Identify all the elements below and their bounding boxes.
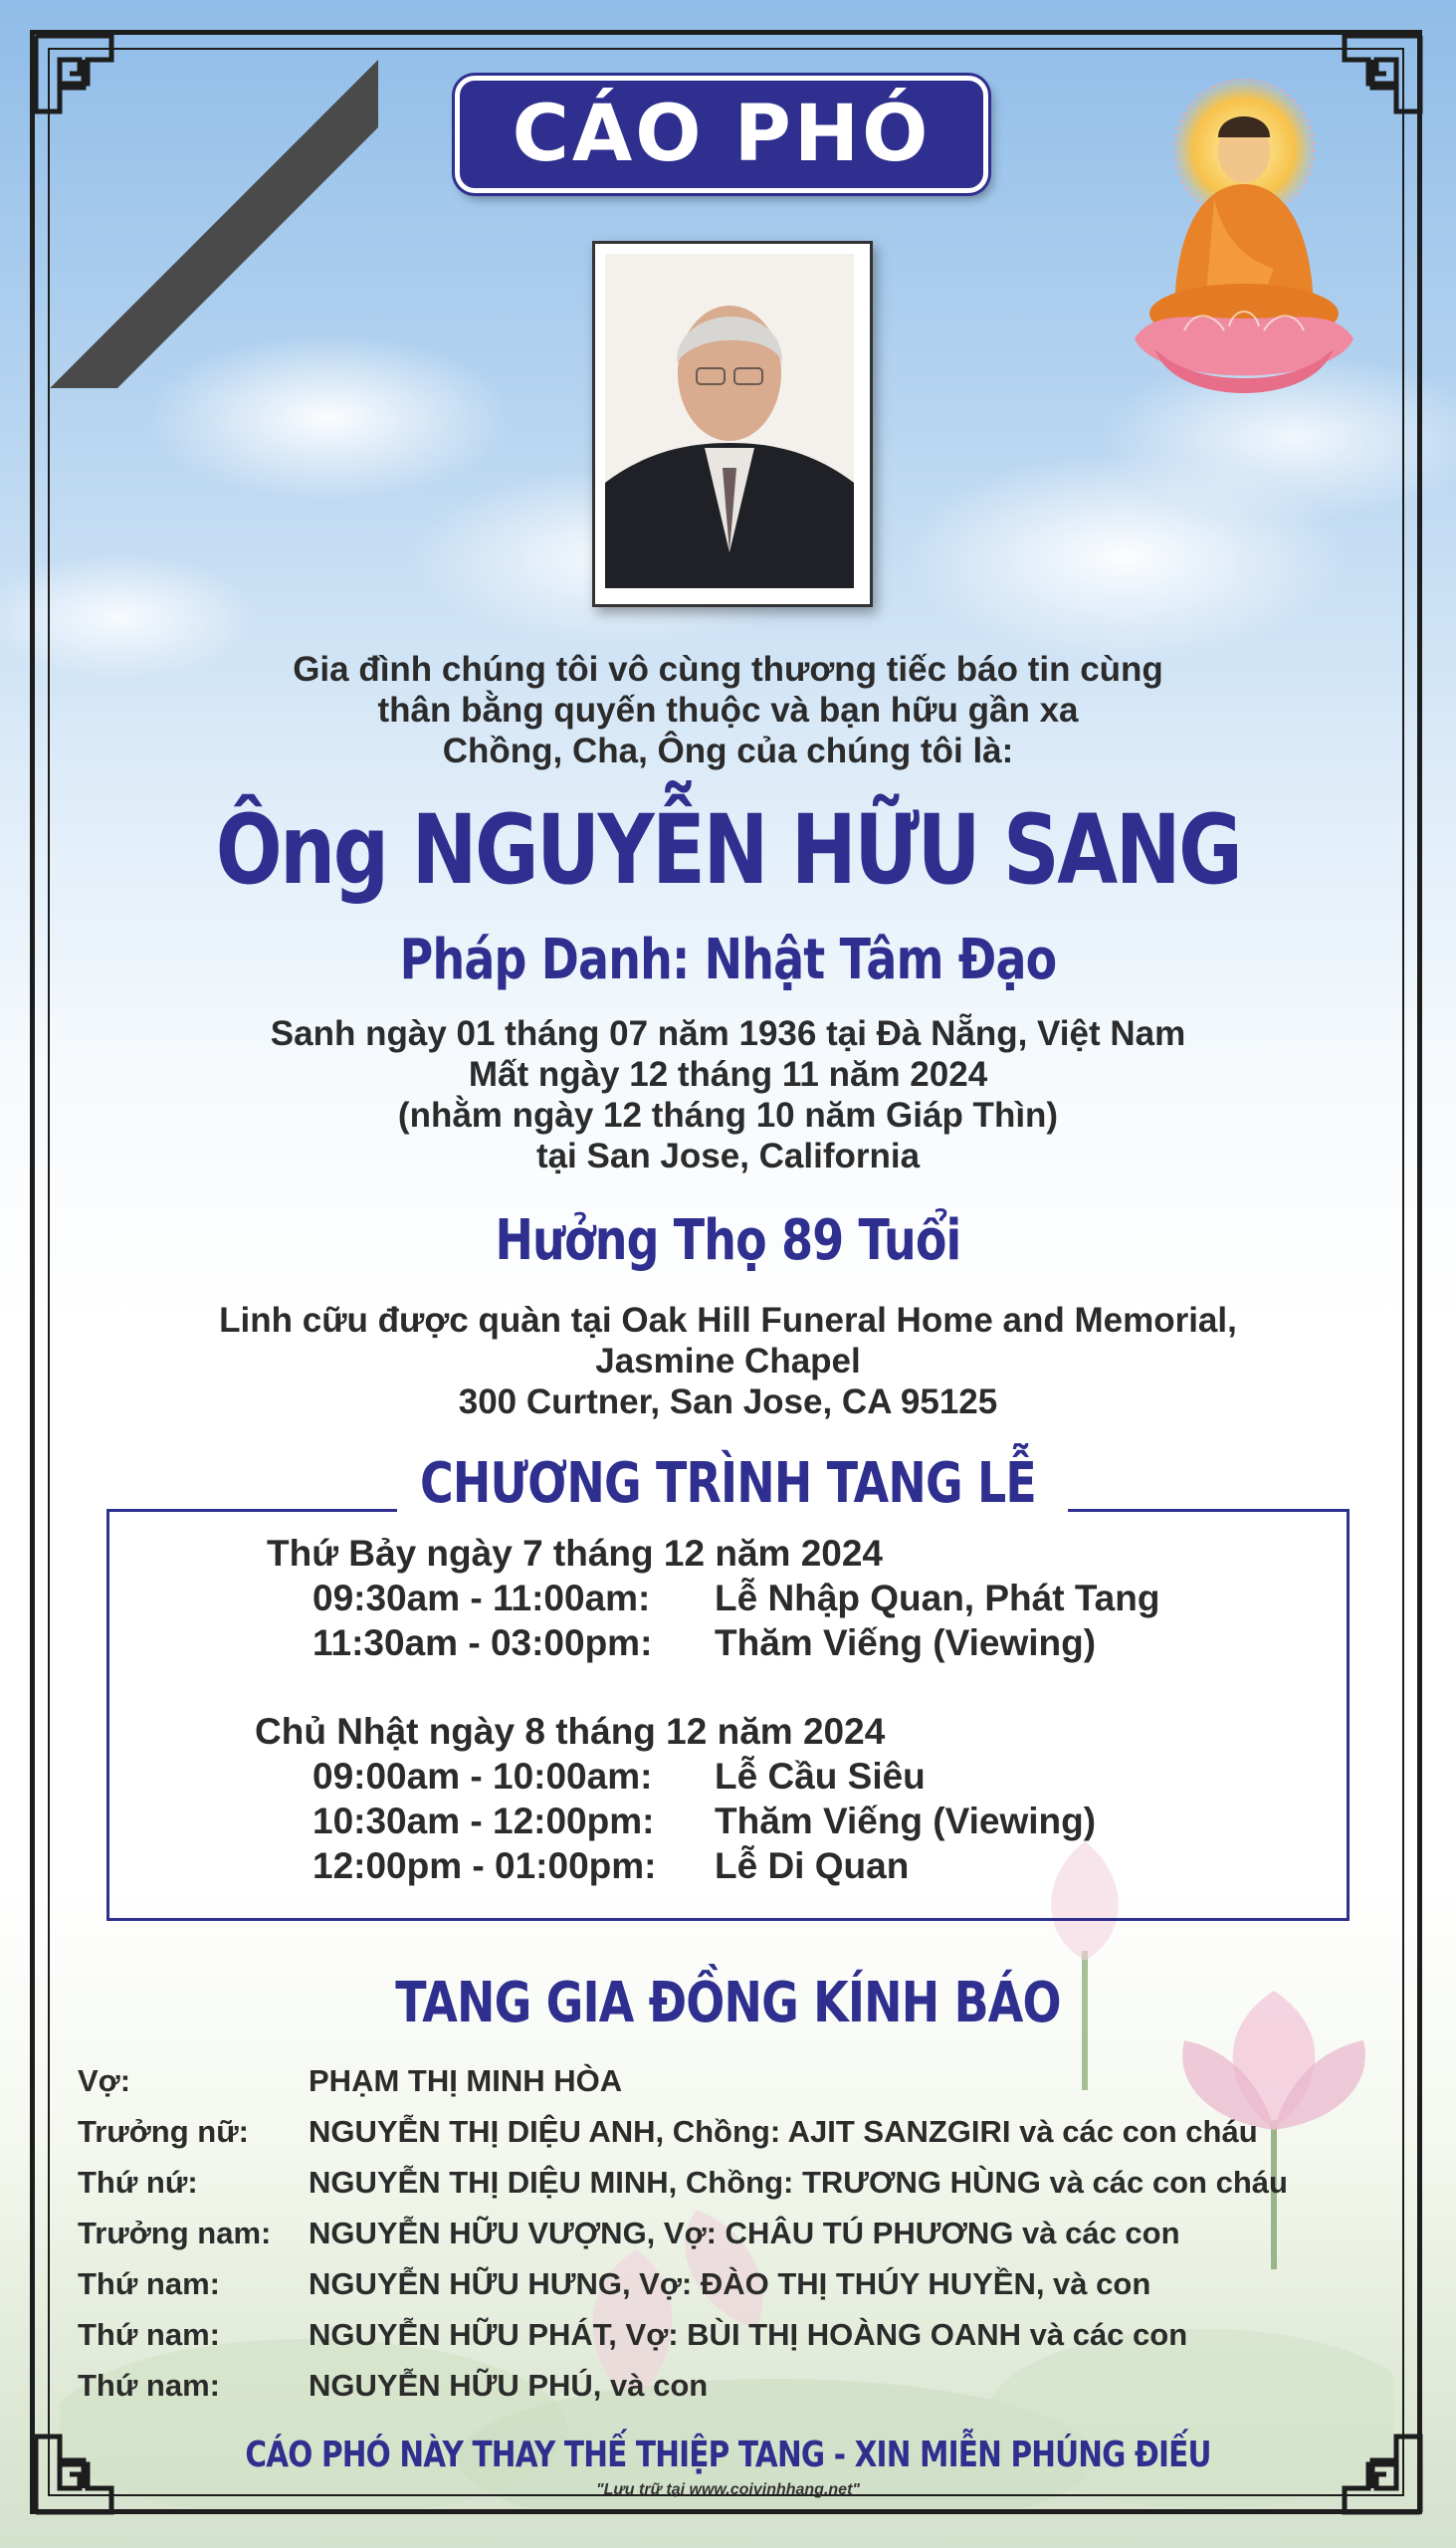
- family-role: Thứ nứ:: [78, 2165, 198, 2200]
- age-text: Hưởng Thọ 89 Tuổi: [495, 1208, 961, 1273]
- dharma-name: Pháp Danh: Nhật Tâm Đạo: [399, 928, 1057, 992]
- corner-ornament-bottom-left: [30, 2431, 117, 2518]
- lunar-date-line: (nhằm ngày 12 tháng 10 năm Giáp Thìn): [397, 1096, 1059, 1135]
- portrait-photo: [592, 241, 873, 607]
- venue-line: Linh cữu được quàn tại Oak Hill Funeral Home and Memorial,: [219, 1301, 1237, 1340]
- event-time: 10:30am - 12:00pm:: [312, 1801, 655, 1841]
- family-name: PHẠM THỊ MINH HÒA: [309, 2063, 623, 2098]
- deceased-name: Ông NGUYỄN HỮU SANG: [215, 794, 1241, 906]
- venue-text: [0, 1300, 1456, 1422]
- intro-text: [0, 649, 1456, 771]
- birth-line: Sanh ngày 01 tháng 07 năm 1936 tại Đà Nẵng, Việt Nam: [270, 1014, 1186, 1053]
- event-name: Thăm Viếng (Viewing): [715, 1622, 1097, 1663]
- family-role: Thứ nam:: [78, 2317, 220, 2352]
- family-name: NGUYỄN THỊ DIỆU MINH, Chồng: TRƯƠNG HÙNG và các con cháu: [309, 2165, 1288, 2200]
- event-time: 09:00am - 10:00am:: [312, 1756, 653, 1797]
- venue-address: 300 Curtner, San Jose, CA 95125: [458, 1382, 998, 1421]
- family-name: NGUYỄN HỮU VƯỢNG, Vợ: CHÂU TÚ PHƯƠNG và các con: [309, 2216, 1180, 2250]
- event-name: Thăm Viếng (Viewing): [715, 1801, 1097, 1841]
- corner-ornament-bottom-right: [1339, 2431, 1426, 2518]
- event-time: 11:30am - 03:00pm:: [312, 1622, 653, 1663]
- venue-line: Jasmine Chapel: [595, 1342, 861, 1380]
- page-title: CÁO PHÓ: [512, 90, 932, 179]
- event-name: Lễ Cầu Siêu: [715, 1756, 926, 1797]
- family-role: Thứ nam:: [78, 2368, 220, 2403]
- event-time: 12:00pm - 01:00pm:: [312, 1845, 657, 1886]
- event-name: Lễ Nhập Quan, Phát Tang: [715, 1578, 1160, 1618]
- schedule-day: Thứ Bảy ngày 7 tháng 12 năm 2024: [267, 1533, 884, 1574]
- event-time: 09:30am - 11:00am:: [312, 1578, 651, 1618]
- death-place-line: tại San Jose, California: [535, 1137, 921, 1175]
- family-role: Trưởng nữ:: [78, 2114, 249, 2149]
- intro-line: Chồng, Cha, Ông của chúng tôi là:: [442, 732, 1014, 770]
- footer-credit: "Lưu trữ tại www.coivinhhang.net": [596, 2481, 860, 2498]
- family-name: NGUYỄN THỊ DIỆU ANH, Chồng: AJIT SANZGIRI và các con cháu: [309, 2114, 1258, 2149]
- schedule-day: Chủ Nhật ngày 8 tháng 12 năm 2024: [255, 1711, 886, 1752]
- family-name: NGUYỄN HỮU PHÚ, và con: [309, 2368, 709, 2403]
- family-role: Vợ:: [78, 2063, 131, 2098]
- death-line: Mất ngày 12 tháng 11 năm 2024: [468, 1055, 988, 1094]
- title-badge: [455, 76, 988, 193]
- buddha-image: [1095, 70, 1393, 428]
- intro-line: Gia đình chúng tôi vô cùng thương tiếc báo tin cùng: [293, 650, 1163, 689]
- family-role: Thứ nam:: [78, 2266, 220, 2301]
- family-name: NGUYỄN HỮU PHÁT, Vợ: BÙI THỊ HOÀNG OANH và các con: [309, 2317, 1188, 2352]
- footer-notice: CÁO PHÓ NÀY THAY THẾ THIỆP TANG - XIN MIỄN PHÚNG ĐIẾU: [245, 2435, 1211, 2475]
- family-role: Trưởng nam:: [78, 2216, 272, 2250]
- family-name: NGUYỄN HỮU HƯNG, Vợ: ĐÀO THỊ THÚY HUYỀN, và con: [309, 2266, 1151, 2301]
- life-dates: [0, 1013, 1456, 1176]
- event-name: Lễ Di Quan: [715, 1845, 910, 1886]
- mourning-ribbon-icon: [40, 50, 378, 388]
- family-title: TANG GIA ĐỒNG KÍNH BÁO: [395, 1971, 1061, 2035]
- schedule-title: CHƯƠNG TRÌNH TANG LỄ: [420, 1451, 1036, 1516]
- intro-line: thân bằng quyến thuộc và bạn hữu gần xa: [377, 691, 1079, 730]
- person-photo-icon: [605, 254, 854, 588]
